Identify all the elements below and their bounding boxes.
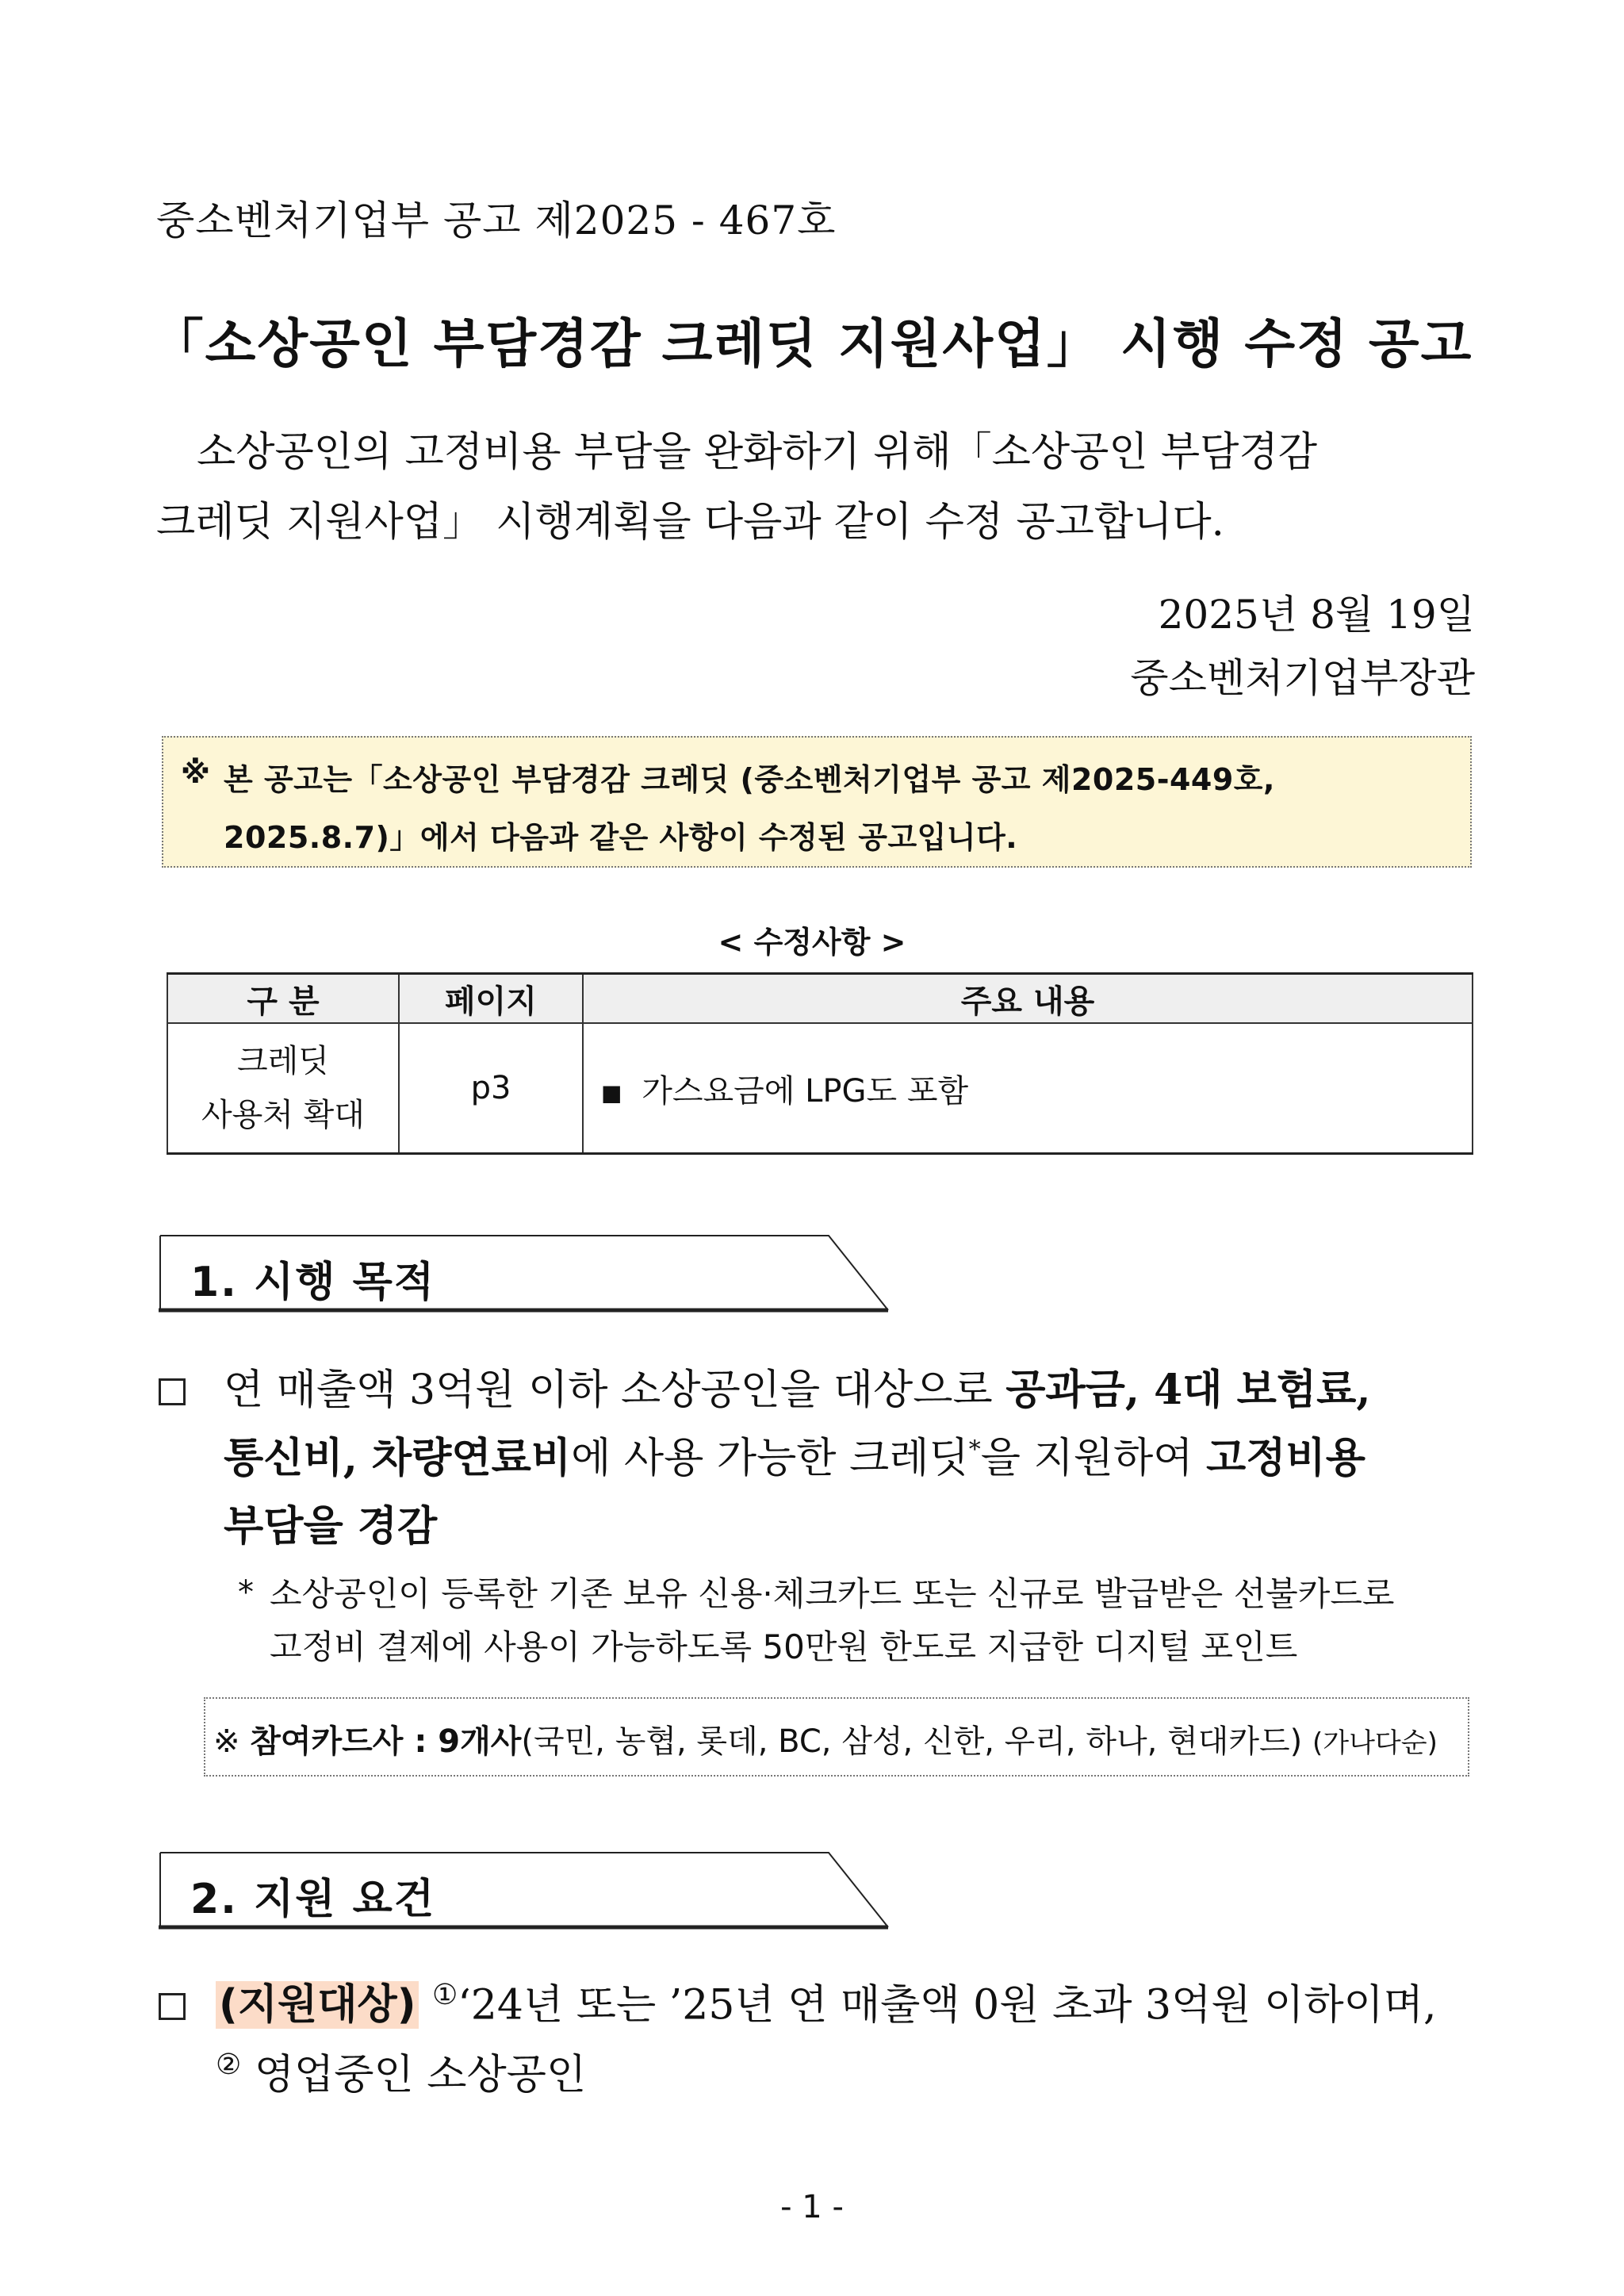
amendment-notice-box	[162, 736, 1472, 868]
cell-content	[583, 1023, 1473, 1154]
notice-date: 2025년 8월 19일	[1158, 592, 1475, 638]
requirement-line-1	[216, 1978, 1437, 2030]
card-companies-text	[213, 1716, 1438, 1761]
content-text: 가스요금에 LPG도 포함	[642, 1072, 969, 1110]
purpose-bold: 고정비용	[1206, 1434, 1365, 1482]
footnote-star: *	[238, 1574, 254, 1611]
purpose-text: 연 매출액 3억원 이하 소상공인을 대상으로	[224, 1366, 1006, 1414]
card-order-note: (가나다순)	[1312, 1727, 1438, 1759]
card-companies-box	[204, 1697, 1469, 1777]
category-line-2: 사용처 확대	[201, 1097, 365, 1133]
changes-caption: < 수정사항 >	[718, 925, 906, 960]
requirement-text: ‘24년 또는 ’25년 연 매출액 0원 초과 3억원 이하이며,	[458, 1981, 1437, 2030]
section-heading-2	[159, 1851, 999, 1930]
footnote-line-1: 소상공인이 등록한 기존 보유 신용·체크카드 또는 신규로 발급받은 선불카드로	[270, 1574, 1395, 1613]
purpose-text: 에 사용 가능한 크레딧	[571, 1435, 969, 1482]
section-heading-1	[159, 1234, 999, 1313]
intro-line-1: 소상공인의 고정비용 부담을 완화하기 위해「소상공인 부담경감	[197, 429, 1317, 476]
cell-category	[167, 1023, 399, 1154]
header-content: 주요 내용	[583, 974, 1473, 1024]
reference-mark: ※	[213, 1723, 240, 1760]
notice-number: 중소벤처기업부 공고 제2025 - 467호	[156, 197, 837, 243]
circled-number: ①	[432, 1979, 458, 2011]
amendment-line-2: 2025.8.7)」에서 다음과 같은 사항이 수정된 공고입니다.	[224, 820, 1018, 855]
requirement-text: 영업중인 소상공인	[254, 2051, 587, 2099]
document-title: 「소상공인 부담경감 크레딧 지원사업」 시행 수정 공고	[151, 313, 1473, 374]
card-label: 참여카드사 : 9개사	[250, 1723, 522, 1760]
table-row	[167, 1023, 1473, 1154]
checkbox-bullet-icon	[159, 1378, 186, 1405]
square-bullet-icon: ■	[601, 1079, 622, 1106]
purpose-bold: 통신비, 차량연료비	[224, 1434, 572, 1482]
intro-line-2: 크레딧 지원사업」 시행계획을 다음과 같이 수정 공고합니다.	[156, 499, 1224, 546]
changes-table	[167, 972, 1473, 1155]
table-header-row	[167, 974, 1473, 1024]
issuer: 중소벤처기업부장관	[1130, 655, 1475, 701]
header-page: 페이지	[399, 974, 583, 1024]
purpose-text: 을 지원하여	[980, 1435, 1206, 1482]
requirement-line-2	[216, 2048, 586, 2100]
header-category: 구 분	[167, 974, 399, 1024]
footnote-mark: *	[968, 1435, 981, 1464]
purpose-line-1	[224, 1366, 1370, 1415]
cell-page: p3	[399, 1023, 583, 1154]
purpose-bold: 공과금, 4대 보험료,	[1005, 1366, 1371, 1414]
section-heading-2-text: 2. 지원 요건	[190, 1876, 436, 1923]
circled-number: ②	[216, 2049, 242, 2081]
purpose-bold: 부담을 경감	[224, 1502, 438, 1550]
reference-mark: ※	[181, 755, 210, 790]
purpose-line-3	[224, 1502, 437, 1551]
purpose-line-2	[224, 1434, 1365, 1483]
target-label: (지원대상)	[216, 1981, 419, 2029]
checkbox-bullet-icon	[159, 1993, 186, 2020]
section-heading-1-text: 1. 시행 목적	[190, 1259, 436, 1306]
category-line-1: 크레딧	[237, 1043, 329, 1079]
amendment-line-1: 본 공고는「소상공인 부담경감 크레딧 (중소벤처기업부 공고 제2025-449호,	[224, 762, 1275, 797]
card-list: (국민, 농협, 롯데, BC, 삼성, 신한, 우리, 하나, 현대카드)	[521, 1723, 1303, 1760]
footnote-line-2: 고정비 결제에 사용이 가능하도록 50만원 한도로 지급한 디지털 포인트	[270, 1627, 1298, 1666]
page-number: - 1 -	[780, 2189, 844, 2225]
